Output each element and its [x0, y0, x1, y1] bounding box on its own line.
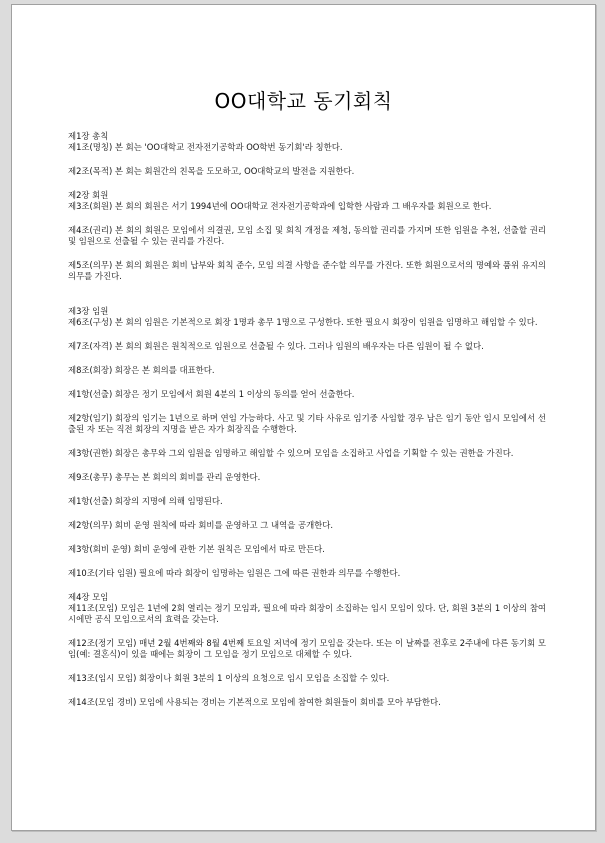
clause-text: 제2항(임기) 회장의 임기는 1년으로 하며 연임 가능하다. 사고 및 기타 사유로 임기중 사임할 경우 남은 임기 동안 임시 모임에서 선출된 자 또는 직전 회장의 지명을 받은 자가 회장직을 수행한다.: [68, 413, 546, 434]
article-text: 제14조(모임 경비) 모임에 사용되는 경비는 기본적으로 모임에 참여한 회원들이 회비를 모아 부담한다.: [68, 697, 441, 707]
chapter-heading: 제1장 총칙: [68, 131, 109, 141]
article-text: 제11조(모임) 모임은 1년에 2회 열리는 정기 모임과, 필요에 따라 회장이 소집하는 임시 모임이 있다. 단, 회원 3분의 1 이상의 참여시에만 공식 모임으로서의 효력을 갖는다.: [68, 603, 546, 624]
article-8-clause-2: [68, 413, 546, 435]
article-2: [68, 166, 546, 177]
article-4: [68, 225, 546, 247]
article-13: [68, 673, 546, 684]
article-text: 제1조(명칭) 본 회는 'OO대학교 전자전기공학과 OO학번 동기회'라 칭한다.: [68, 142, 343, 152]
article-text: 제8조(회장) 회장은 본 회의를 대표한다.: [68, 365, 215, 375]
article-text: 제9조(총무) 총무는 본 회의의 회비를 관리 운영한다.: [68, 472, 261, 482]
article-text: 제3조(회원) 본 회의 회원은 서기 1994년에 OO대학교 전자전기공학과에 입학한 사람과 그 배우자를 회원으로 한다.: [68, 201, 492, 211]
article-text: 제10조(기타 임원) 필요에 따라 회장이 임명하는 임원은 그에 따른 권한과 의무를 수행한다.: [68, 568, 401, 578]
chapter-3-article-6: [68, 306, 546, 328]
article-9-clause-2: [68, 520, 546, 531]
article-5: [68, 260, 546, 282]
article-9: [68, 472, 546, 483]
chapter-4-article-11: [68, 592, 546, 625]
document-title: OO대학교 동기회칙: [214, 89, 393, 113]
clause-text: 제1항(선출) 회장은 정기 모임에서 회원 4분의 1 이상의 동의를 얻어 선출한다.: [68, 389, 355, 399]
clause-text: 제3항(회비 운영) 회비 운영에 관한 기본 원칙은 모임에서 따로 만든다.: [68, 544, 325, 554]
clause-text: 제3항(권한) 회장은 총무와 그외 임원을 임명하고 해임할 수 있으며 모임을 소집하고 사업을 기획할 수 있는 권한을 가진다.: [68, 448, 514, 458]
chapter-heading: 제3장 임원: [68, 306, 109, 316]
chapter-1-article-1: [68, 131, 546, 153]
clause-text: 제1항(선출) 회장의 지명에 의해 임명된다.: [68, 496, 223, 506]
article-8-clause-3: [68, 448, 546, 459]
chapter-heading: 제2장 회원: [68, 190, 109, 200]
chapter-heading: 제4장 모임: [68, 592, 109, 602]
article-text: 제2조(목적) 본 회는 회원간의 친목을 도모하고, OO대학교의 발전을 지원한다.: [68, 166, 355, 176]
chapter-2-article-3: [68, 190, 546, 212]
article-text: 제6조(구성) 본 회의 임원은 기본적으로 회장 1명과 총무 1명으로 구성한다. 또한 필요시 회장이 임원을 임명하고 해임할 수 있다.: [68, 317, 538, 327]
article-7: [68, 341, 546, 352]
article-8: [68, 365, 546, 376]
document-body: [68, 131, 546, 721]
article-12: [68, 638, 546, 660]
article-text: 제13조(임시 모임) 회장이나 회원 3분의 1 이상의 요청으로 임시 모임을 소집할 수 있다.: [68, 673, 390, 683]
article-10: [68, 568, 546, 579]
article-text: 제12조(정기 모임) 매년 2월 4번째와 8월 4번째 토요일 저녁에 정기 모임을 갖는다. 또는 이 날짜를 전후로 2주내에 다른 동기회 모임(예: 결혼식)이 있을 때에는 회장이 그 모임을 정기 모임으로 대체할 수 있다.: [68, 638, 546, 659]
clause-text: 제2항(의무) 회비 운영 원칙에 따라 회비를 운영하고 그 내역을 공개한다.: [68, 520, 334, 530]
article-text: 제4조(권리) 본 회의 회원은 모임에서 의결권, 모임 소집 및 회칙 개정을 제청, 동의할 권리를 가지며 또한 임원을 추천, 선출할 권리 및 임원으로 선출될 수 있는 권리를 가진다.: [68, 225, 546, 246]
article-9-clause-1: [68, 496, 546, 507]
document-page: [11, 4, 596, 831]
article-9-clause-3: [68, 544, 546, 555]
article-8-clause-1: [68, 389, 546, 400]
article-14: [68, 697, 546, 708]
article-text: 제5조(의무) 본 회의 회원은 회비 납부와 회칙 준수, 모임 의결 사항을 준수할 의무를 가진다. 또한 회원으로서의 명예와 품위 유지의 의무를 가진다.: [68, 260, 546, 281]
article-text: 제7조(자격) 본 회의 회원은 원칙적으로 임원으로 선출될 수 있다. 그러나 임원의 배우자는 다른 임원이 될 수 없다.: [68, 341, 484, 351]
